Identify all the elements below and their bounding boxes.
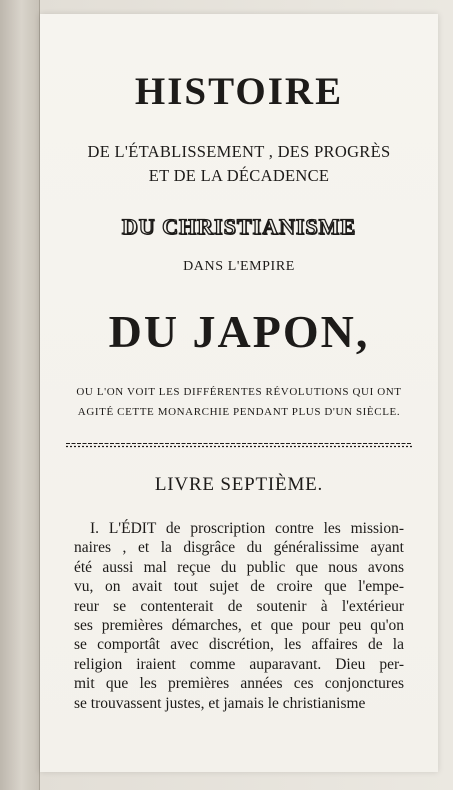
body-line: ses premières démarches, et que pour peu qu'on [74,617,404,635]
page-content [40,14,438,772]
body-line: reur se contenterait de soutenir à l'extérieur [74,597,404,615]
body-line: I. L'ÉDIT de proscription contre les mission- [90,520,404,537]
title-subtitle-1: DE L'ÉTABLISSEMENT , DES PROGRÈS [87,142,391,161]
body-line: religion iraient comme auparavant. Dieu per- [74,655,404,673]
title-histoire: HISTOIRE [134,70,344,113]
left-page-edge [0,0,40,790]
description-line-1: OU L'ON VOIT LES DIFFÉRENTES RÉVOLUTIONS QUI ONT [76,386,402,398]
body-paragraph [74,519,404,713]
body-line: vu, on avait tout sujet de croire que l'empe- [74,578,404,596]
title-japon: DU JAPON, [108,306,370,357]
body-line: se comportât avec discrétion, les affaires de la [74,636,404,654]
description-line-2: AGITÉ CETTE MONARCHIE PENDANT PLUS D'UN SIÈCLE. [77,406,401,418]
title-christianisme: DU CHRISTIANISME [121,214,357,239]
title-subtitle-3: DANS L'EMPIRE [183,259,295,274]
book-chapter-title: LIVRE SEPTIÈME. [154,474,324,495]
body-line: naires , et la disgrâce du généralissime ayant [74,539,404,557]
body-line: été aussi mal reçue du public que nous avons [74,558,404,576]
title-subtitle-2: ET DE LA DÉCADENCE [148,166,330,185]
body-line: se trouvassent justes, et jamais le christianisme [74,694,366,712]
ornamental-divider [66,442,412,448]
body-line: mit que les premières années ces conjonctures [74,675,404,693]
